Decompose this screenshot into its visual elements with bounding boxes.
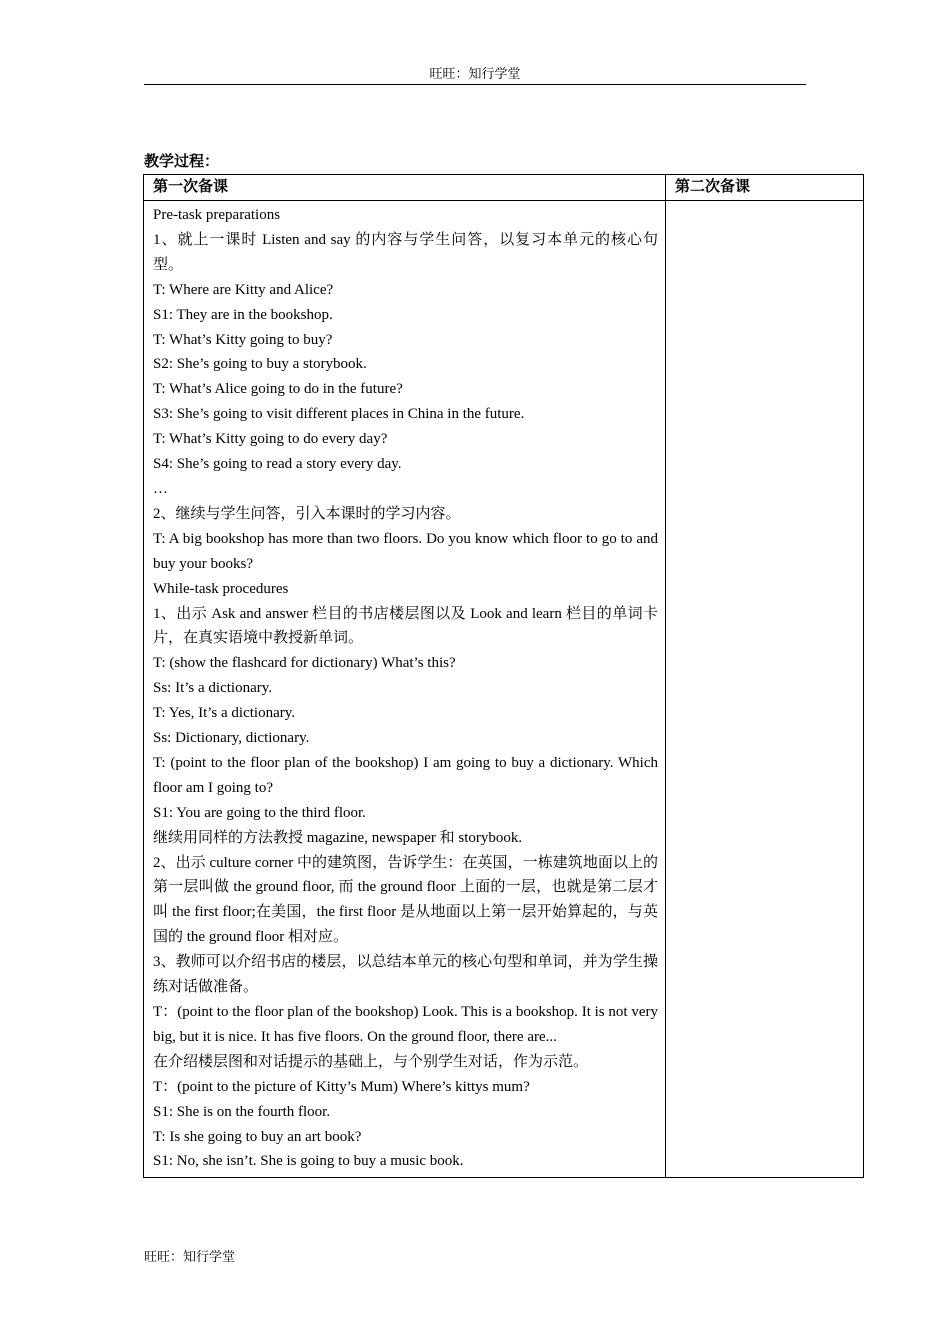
text-line: S1: They are in the bookshop.: [153, 306, 333, 323]
section-title: 教学过程：: [144, 154, 220, 170]
text-line: 1、就上一课时 Listen and say 的内容与学生问答，以复习本单元的核心句型。: [153, 231, 658, 273]
page-header: 旺旺：知行学堂: [144, 66, 806, 85]
second-prep-header: 第二次备课: [666, 175, 864, 201]
text-line: While-task procedures: [153, 580, 289, 597]
text-line: T：(point to the floor plan of the bookshop) Look. This is a bookshop. It is not very big, but it is nice. It has five floors. On the ground floor, there are...: [153, 1004, 658, 1045]
text-line: T: Is she going to buy an art book?: [153, 1128, 362, 1145]
text-line: 2、出示 culture corner 中的建筑图，告诉学生：在英国，一栋建筑地面以上的第一层叫做 the ground floor, 而 the ground floor 上面的一层，也就是第二层才叫 the first floor;在美国，the first floor 是从地面以上第一层开始算起的，与英国的 the ground floor 相对应。: [153, 854, 658, 946]
first-prep-content: [144, 201, 666, 1178]
first-prep-text: [144, 201, 665, 1177]
text-line: T: A big bookshop has more than two floors. Do you know which floor to go to and buy your books?: [153, 530, 658, 572]
table-body-row: [144, 201, 864, 1178]
text-line: T: Yes, It’s a dictionary.: [153, 705, 296, 722]
text-line: …: [153, 480, 168, 497]
text-line: 1、出示 Ask and answer 栏目的书店楼层图以及 Look and learn 栏目的单词卡片，在真实语境中教授新单词。: [153, 605, 658, 647]
text-line: Pre-task preparations: [153, 207, 281, 223]
second-prep-content: [666, 201, 864, 1178]
text-line: T: What’s Alice going to do in the future?: [153, 381, 403, 398]
text-line: S2: She’s going to buy a storybook.: [153, 356, 367, 373]
first-prep-header: 第一次备课: [144, 175, 666, 201]
text-line: T：(point to the picture of Kitty’s Mum) Where’s kittys mum?: [153, 1078, 530, 1095]
text-line: T: What’s Kitty going to buy?: [153, 331, 333, 348]
text-line: T: (show the flashcard for dictionary) What’s this?: [153, 655, 456, 672]
text-line: S1: You are going to the third floor.: [153, 804, 366, 821]
text-line: S1: No, she isn’t. She is going to buy a music book.: [153, 1153, 464, 1170]
table-header-row: [144, 175, 864, 201]
text-line: S4: She’s going to read a story every day.: [153, 456, 402, 473]
text-line: 在介绍楼层图和对话提示的基础上，与个别学生对话，作为示范。: [153, 1053, 589, 1070]
text-line: Ss: It’s a dictionary.: [153, 680, 273, 697]
text-line: 继续用同样的方法教授 magazine, newspaper 和 storybook.: [153, 829, 523, 846]
text-line: 3、教师可以介绍书店的楼层，以总结本单元的核心句型和单词，并为学生操练对话做准备。: [153, 954, 658, 996]
text-line: S1: She is on the fourth floor.: [153, 1103, 331, 1120]
page-footer: 旺旺：知行学堂: [144, 1249, 236, 1264]
text-line: T: What’s Kitty going to do every day?: [153, 431, 388, 448]
text-line: T: Where are Kitty and Alice?: [153, 281, 334, 298]
text-line: Ss: Dictionary, dictionary.: [153, 730, 310, 747]
lesson-plan-table: [143, 174, 864, 1178]
text-line: T: (point to the floor plan of the bookshop) I am going to buy a dictionary. Which floor am I going to?: [153, 754, 658, 796]
text-line: 2、继续与学生问答，引入本课时的学习内容。: [153, 505, 461, 522]
text-line: S3: She’s going to visit different places in China in the future.: [153, 406, 525, 423]
